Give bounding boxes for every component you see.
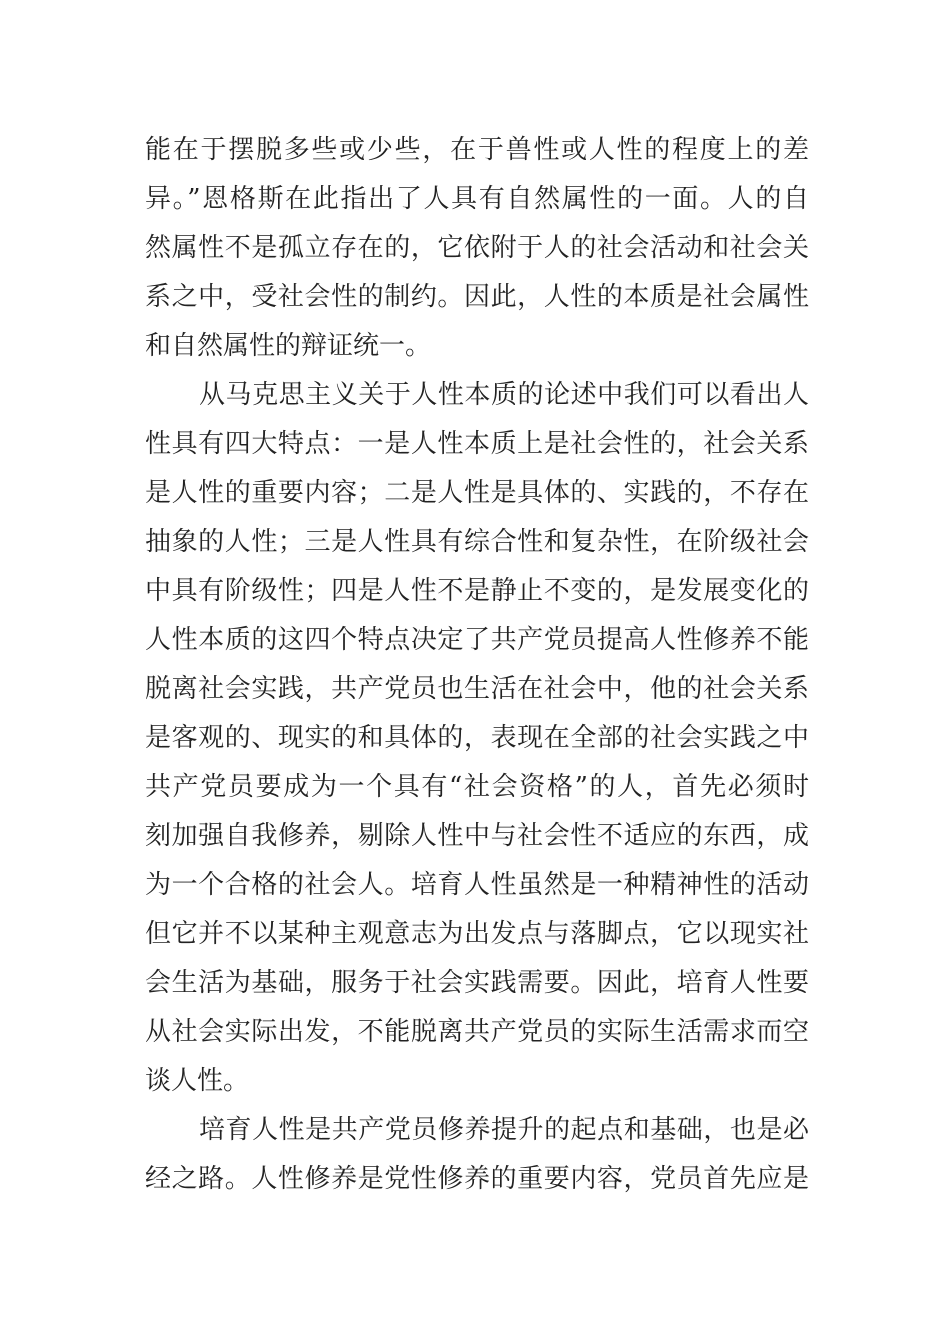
text-line: 共产党员要成为一个具有“社会资格”的人，首先必须时	[145, 772, 809, 802]
text-line: 经之路。人性修养是党性修养的重要内容，党员首先应是	[145, 1164, 809, 1194]
text-line: 谈人性。	[145, 1066, 250, 1096]
paragraph-1	[145, 126, 809, 371]
text-line: 为一个合格的社会人。培育人性虽然是一种精神性的活动	[145, 870, 809, 900]
text-line: 异。”恩格斯在此指出了人具有自然属性的一面。人的自	[145, 184, 809, 214]
text-line: 从社会实际出发，不能脱离共产党员的实际生活需求而空	[145, 1017, 809, 1047]
text-line: 但它并不以某种主观意志为出发点与落脚点，它以现实社	[145, 919, 809, 949]
text-line: 和自然属性的辩证统一。	[145, 331, 432, 361]
text-line: 抽象的人性；三是人性具有综合性和复杂性，在阶级社会	[145, 527, 809, 557]
paragraph-2	[145, 371, 809, 1106]
text-line: 系之中，受社会性的制约。因此，人性的本质是社会属性	[145, 282, 809, 312]
text-line: 刻加强自我修养，剔除人性中与社会性不适应的东西，成	[145, 821, 809, 851]
text-line: 性具有四大特点：一是人性本质上是社会性的，社会关系	[145, 429, 809, 459]
text-line: 能在于摆脱多些或少些，在于兽性或人性的程度上的差	[145, 135, 809, 165]
text-line: 脱离社会实践，共产党员也生活在社会中，他的社会关系	[145, 674, 809, 704]
text-line: 会生活为基础，服务于社会实践需要。因此，培育人性要	[145, 968, 809, 998]
text-line: 培育人性是共产党员修养提升的起点和基础，也是必	[199, 1115, 809, 1145]
text-line: 然属性不是孤立存在的，它依附于人的社会活动和社会关	[145, 233, 809, 263]
text-line: 人性本质的这四个特点决定了共产党员提高人性修养不能	[145, 625, 809, 655]
paragraph-3	[145, 1106, 809, 1204]
text-line: 中具有阶级性；四是人性不是静止不变的，是发展变化的	[145, 576, 809, 606]
text-line: 从马克思主义关于人性本质的论述中我们可以看出人	[199, 380, 809, 410]
document-page	[145, 126, 809, 1204]
text-line: 是客观的、现实的和具体的，表现在全部的社会实践之中	[145, 723, 809, 753]
text-line: 是人性的重要内容；二是人性是具体的、实践的，不存在	[145, 478, 809, 508]
